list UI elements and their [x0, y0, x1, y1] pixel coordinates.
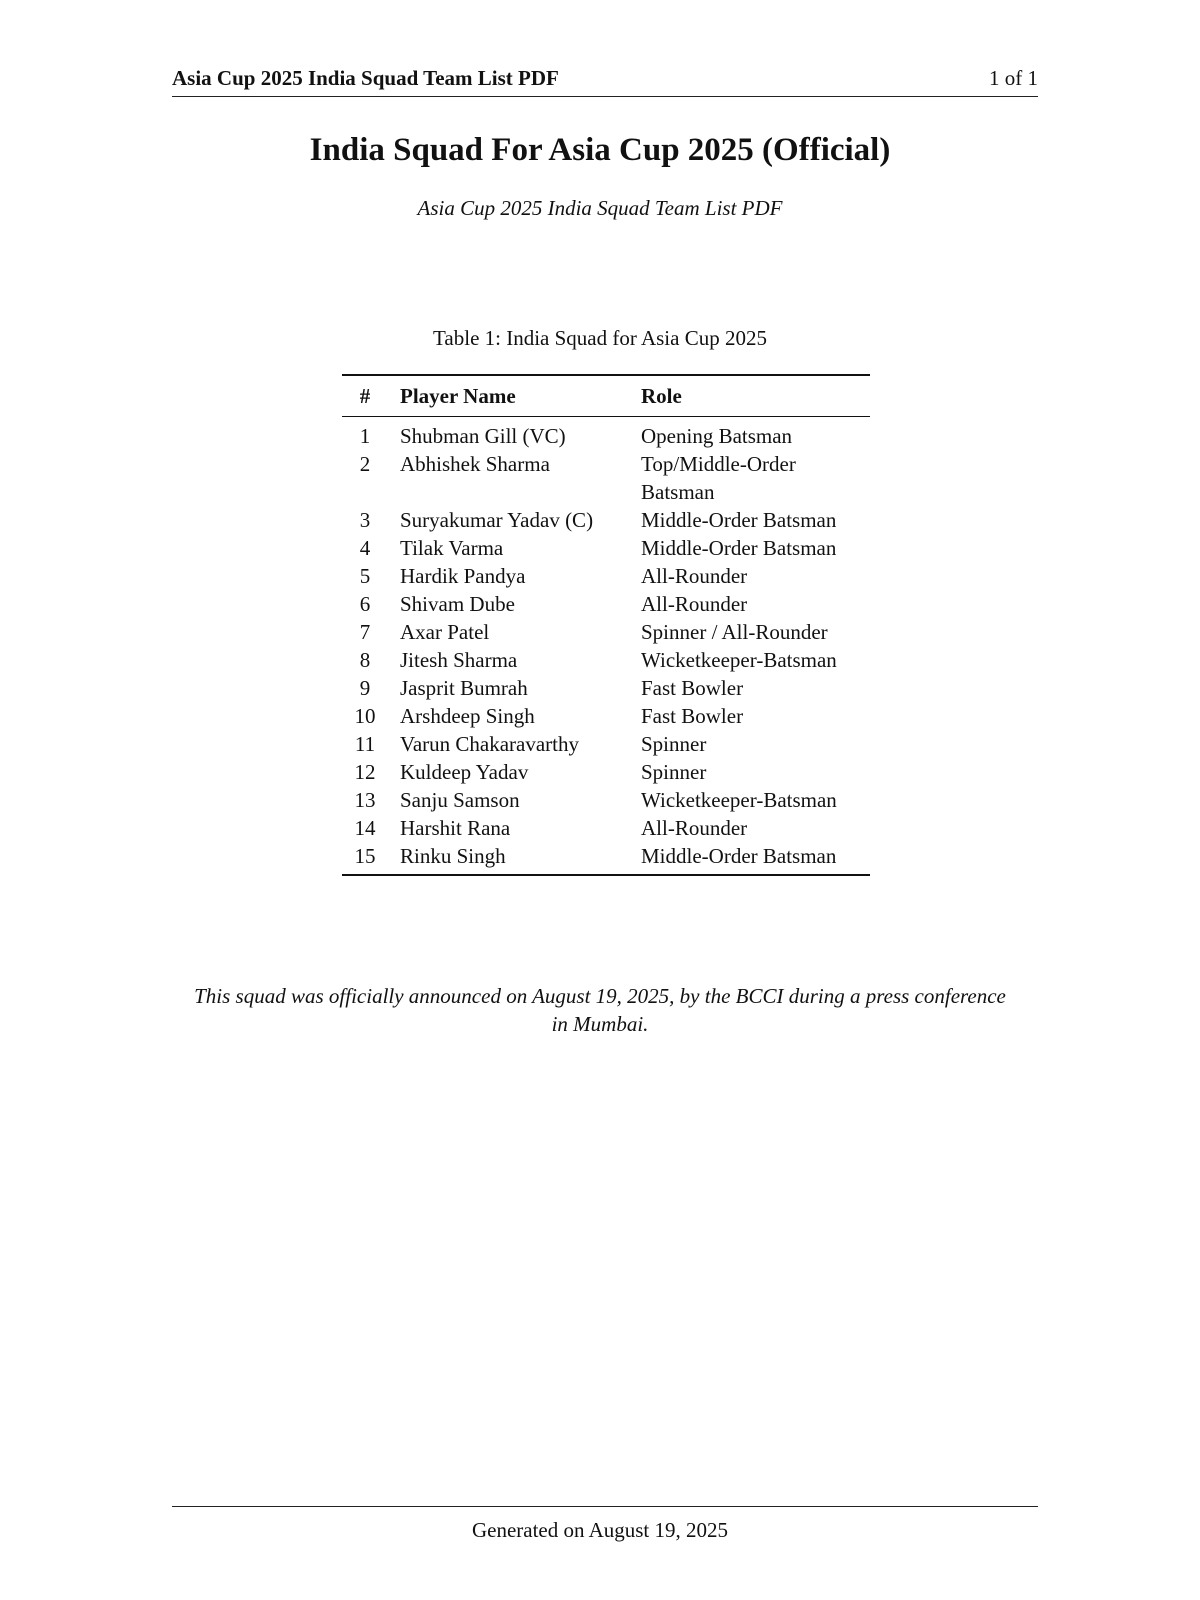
table-row — [342, 730, 870, 758]
player-role-text: All-Rounder — [641, 592, 748, 616]
player-name: Axar Patel — [400, 620, 490, 644]
player-role-text: Fast Bowler — [641, 704, 744, 728]
header-title: Asia Cup 2025 India Squad Team List PDF — [172, 66, 559, 90]
row-number: 11 — [354, 732, 376, 756]
row-number: 2 — [359, 452, 371, 476]
footer-generated-date: Generated on August 19, 2025 — [471, 1518, 729, 1542]
player-role-text: Spinner / All-Rounder — [641, 620, 828, 644]
player-name: Suryakumar Yadav (C) — [400, 508, 594, 532]
player-name: Jitesh Sharma — [400, 648, 518, 672]
player-role — [641, 758, 870, 786]
player-name: Abhishek Sharma — [400, 452, 550, 476]
row-number: 1 — [359, 424, 371, 448]
document-subtitle: Asia Cup 2025 India Squad Team List PDF — [417, 196, 783, 220]
row-number: 6 — [359, 592, 371, 616]
table-row — [342, 562, 870, 590]
row-number: 8 — [359, 648, 371, 672]
player-name: Shivam Dube — [400, 592, 515, 616]
table-row — [342, 674, 870, 702]
row-number: 4 — [359, 536, 371, 560]
player-role-text: Opening Batsman — [641, 424, 793, 448]
table-row — [342, 618, 870, 646]
player-role-text: Wicketkeeper-Batsman — [641, 648, 837, 672]
player-role — [641, 842, 870, 875]
table-row — [342, 646, 870, 674]
player-name: Kuldeep Yadav — [400, 760, 529, 784]
player-name: Sanju Samson — [400, 788, 520, 812]
row-number: 7 — [359, 620, 371, 644]
table-row — [342, 758, 870, 786]
row-number: 5 — [359, 564, 371, 588]
row-number: 10 — [354, 704, 376, 728]
table-row — [342, 786, 870, 814]
announcement-note — [0, 982, 1200, 1038]
table-row — [342, 842, 870, 875]
row-number: 9 — [359, 676, 371, 700]
player-role-text: Fast Bowler — [641, 676, 744, 700]
player-role — [641, 814, 870, 842]
player-role — [641, 562, 870, 590]
player-role — [641, 590, 870, 618]
player-name: Arshdeep Singh — [400, 704, 535, 728]
player-role — [641, 506, 870, 534]
player-role — [641, 417, 870, 451]
player-role-text: Middle-Order Batsman — [641, 508, 837, 532]
player-name: Tilak Varma — [400, 536, 504, 560]
table-body — [342, 417, 870, 876]
player-name: Jasprit Bumrah — [400, 676, 528, 700]
footer-divider — [172, 1506, 1038, 1507]
document-title: India Squad For Asia Cup 2025 (Official) — [309, 132, 891, 168]
player-name: Harshit Rana — [400, 816, 511, 840]
table-caption: Table 1: India Squad for Asia Cup 2025 — [433, 326, 767, 350]
table-row — [342, 450, 870, 506]
row-number: 13 — [354, 788, 376, 812]
table-row — [342, 506, 870, 534]
player-role — [641, 534, 870, 562]
column-header-role: Role — [641, 384, 682, 408]
player-role-text: Wicketkeeper-Batsman — [641, 788, 837, 812]
running-header — [172, 62, 1038, 97]
player-role-text: Middle-Order Batsman — [641, 844, 837, 868]
player-role — [641, 450, 870, 506]
column-header-number: # — [359, 384, 371, 408]
table-row — [342, 534, 870, 562]
player-name: Rinku Singh — [400, 844, 506, 868]
player-role-text: Spinner — [641, 760, 707, 784]
player-role — [641, 786, 870, 814]
table-row — [342, 814, 870, 842]
player-role-text: Top/Middle-Order Batsman — [641, 452, 796, 504]
page-number: 1 of 1 — [989, 66, 1038, 90]
player-role — [641, 618, 870, 646]
player-role-text: All-Rounder — [641, 816, 748, 840]
player-name: Shubman Gill (VC) — [400, 424, 566, 448]
announcement-note-text: This squad was officially announced on August 19, 2025, by the BCCI during a press conference in Mumbai. — [194, 984, 1006, 1036]
player-role — [641, 646, 870, 674]
row-number: 14 — [354, 816, 376, 840]
player-role — [641, 730, 870, 758]
player-role-text: Spinner — [641, 732, 707, 756]
row-number: 15 — [354, 844, 376, 868]
table-row — [342, 590, 870, 618]
table-row — [342, 417, 870, 451]
table-row — [342, 702, 870, 730]
row-number: 12 — [354, 760, 376, 784]
player-name: Varun Chakaravarthy — [400, 732, 580, 756]
table-header-row — [342, 375, 870, 417]
player-role — [641, 674, 870, 702]
player-role — [641, 702, 870, 730]
row-number: 3 — [359, 508, 371, 532]
player-name: Hardik Pandya — [400, 564, 526, 588]
squad-table — [342, 374, 870, 876]
player-role-text: Middle-Order Batsman — [641, 536, 837, 560]
column-header-player-name: Player Name — [400, 384, 516, 408]
player-role-text: All-Rounder — [641, 564, 748, 588]
